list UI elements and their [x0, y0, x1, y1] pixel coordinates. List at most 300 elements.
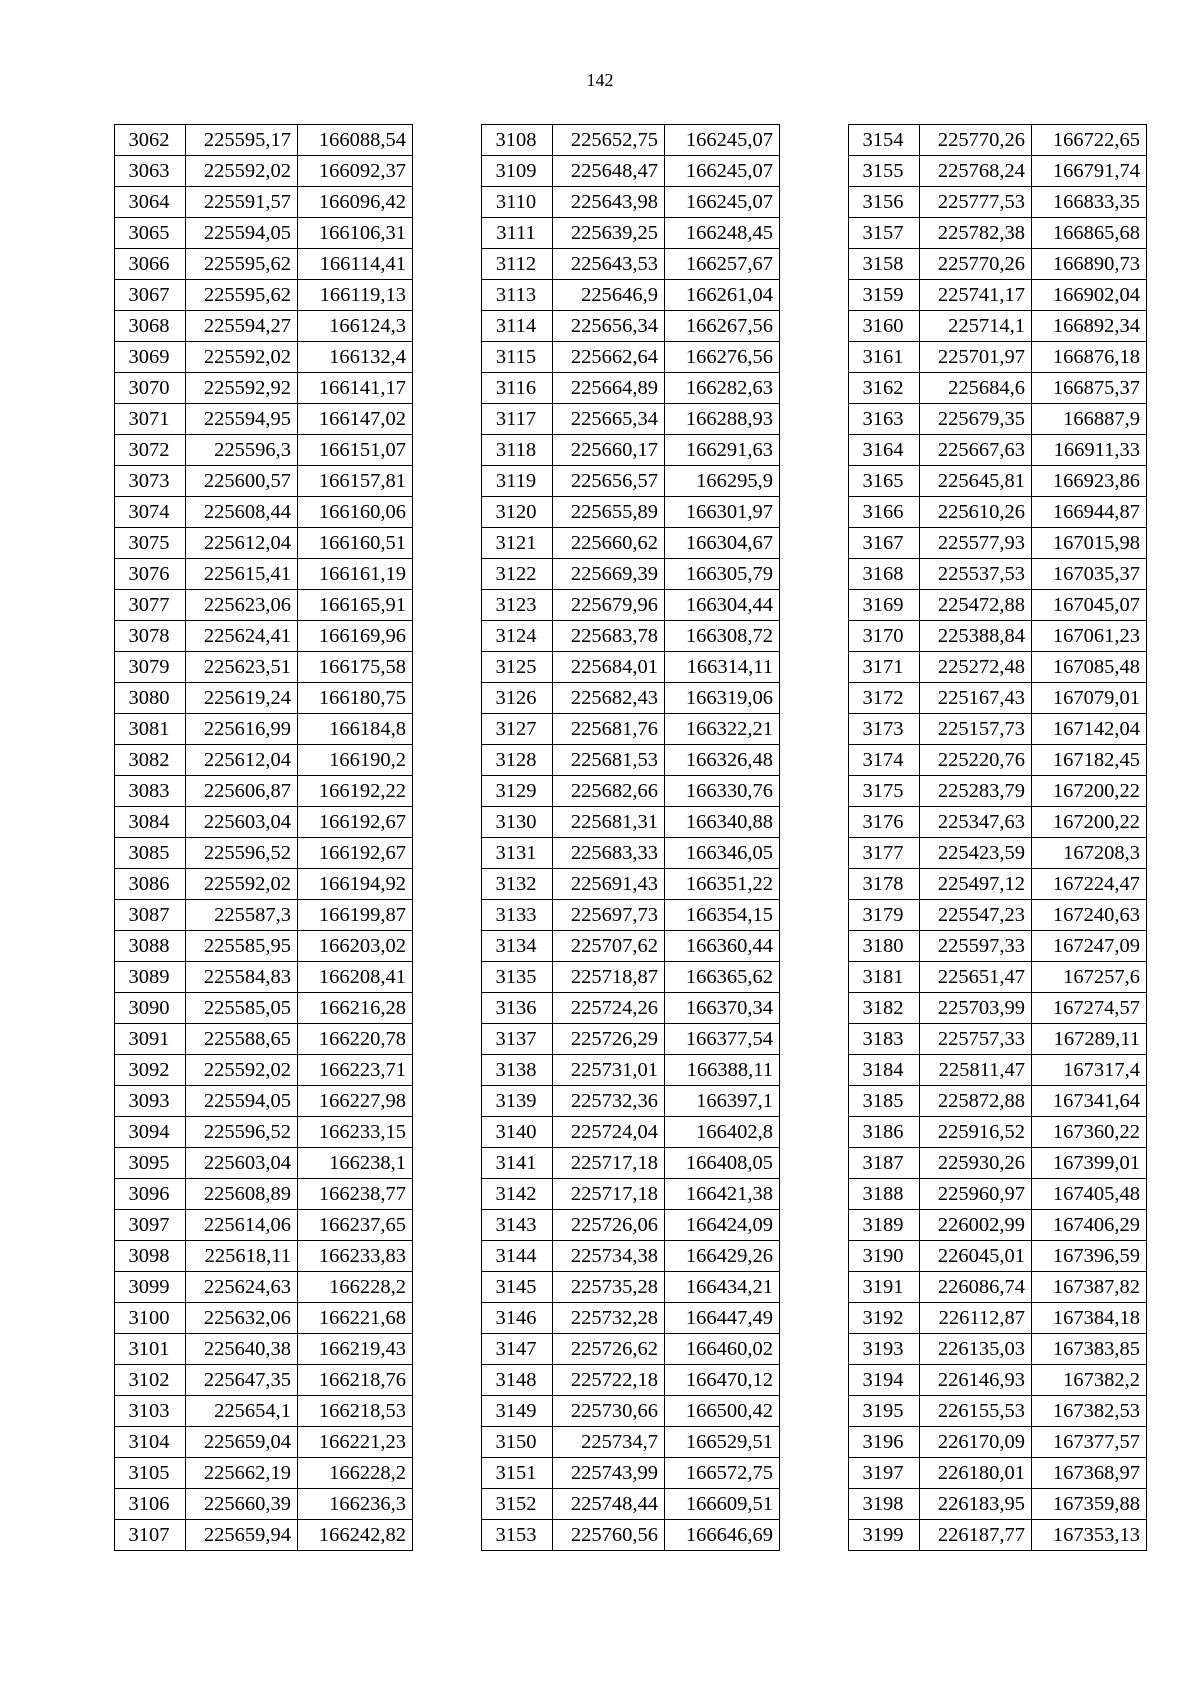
x-coordinate: 225916,52 — [920, 1117, 1032, 1148]
table-row — [849, 528, 1147, 559]
y-coordinate: 166890,73 — [1032, 249, 1147, 280]
y-coordinate: 166326,48 — [665, 745, 780, 776]
table-row — [482, 218, 780, 249]
y-coordinate: 166233,83 — [298, 1241, 413, 1272]
table-row — [482, 1210, 780, 1241]
table-row — [115, 125, 413, 156]
y-coordinate: 166199,87 — [298, 900, 413, 931]
table-row — [115, 218, 413, 249]
point-number: 3174 — [849, 745, 920, 776]
point-number: 3192 — [849, 1303, 920, 1334]
coordinate-table — [848, 124, 1147, 1551]
y-coordinate: 167142,04 — [1032, 714, 1147, 745]
y-coordinate: 166791,74 — [1032, 156, 1147, 187]
table-row — [849, 559, 1147, 590]
table-row — [115, 900, 413, 931]
point-number: 3140 — [482, 1117, 553, 1148]
table-row — [482, 714, 780, 745]
x-coordinate: 225595,17 — [186, 125, 298, 156]
table-row — [115, 1179, 413, 1210]
point-number: 3086 — [115, 869, 186, 900]
x-coordinate: 226170,09 — [920, 1427, 1032, 1458]
table-row — [849, 435, 1147, 466]
table-row — [482, 621, 780, 652]
table-row — [115, 1148, 413, 1179]
table-row — [115, 342, 413, 373]
point-number: 3131 — [482, 838, 553, 869]
table-row — [849, 497, 1147, 528]
y-coordinate: 167200,22 — [1032, 776, 1147, 807]
y-coordinate: 167035,37 — [1032, 559, 1147, 590]
y-coordinate: 167396,59 — [1032, 1241, 1147, 1272]
table-row — [115, 1520, 413, 1551]
y-coordinate: 166288,93 — [665, 404, 780, 435]
y-coordinate: 166180,75 — [298, 683, 413, 714]
point-number: 3149 — [482, 1396, 553, 1427]
point-number: 3193 — [849, 1334, 920, 1365]
y-coordinate: 166876,18 — [1032, 342, 1147, 373]
x-coordinate: 225585,95 — [186, 931, 298, 962]
table-row — [849, 1148, 1147, 1179]
table-row — [482, 900, 780, 931]
point-number: 3199 — [849, 1520, 920, 1551]
x-coordinate: 225714,1 — [920, 311, 1032, 342]
point-number: 3165 — [849, 466, 920, 497]
y-coordinate: 166397,1 — [665, 1086, 780, 1117]
x-coordinate: 225660,62 — [553, 528, 665, 559]
y-coordinate: 166245,07 — [665, 187, 780, 218]
point-number: 3180 — [849, 931, 920, 962]
x-coordinate: 225726,62 — [553, 1334, 665, 1365]
x-coordinate: 226183,95 — [920, 1489, 1032, 1520]
table-row — [115, 869, 413, 900]
point-number: 3132 — [482, 869, 553, 900]
y-coordinate: 167368,97 — [1032, 1458, 1147, 1489]
y-coordinate: 167406,29 — [1032, 1210, 1147, 1241]
x-coordinate: 225603,04 — [186, 807, 298, 838]
y-coordinate: 167061,23 — [1032, 621, 1147, 652]
x-coordinate: 225592,92 — [186, 373, 298, 404]
y-coordinate: 166572,75 — [665, 1458, 780, 1489]
table-row — [115, 590, 413, 621]
table-row — [115, 249, 413, 280]
point-number: 3074 — [115, 497, 186, 528]
y-coordinate: 166865,68 — [1032, 218, 1147, 249]
y-coordinate: 166237,65 — [298, 1210, 413, 1241]
x-coordinate: 225703,99 — [920, 993, 1032, 1024]
point-number: 3141 — [482, 1148, 553, 1179]
point-number: 3077 — [115, 590, 186, 621]
y-coordinate: 166238,1 — [298, 1148, 413, 1179]
x-coordinate: 225603,04 — [186, 1148, 298, 1179]
table-row — [482, 1055, 780, 1086]
table-row — [482, 1272, 780, 1303]
x-coordinate: 225388,84 — [920, 621, 1032, 652]
point-number: 3157 — [849, 218, 920, 249]
point-number: 3133 — [482, 900, 553, 931]
point-number: 3090 — [115, 993, 186, 1024]
table-row — [849, 404, 1147, 435]
y-coordinate: 166228,2 — [298, 1458, 413, 1489]
table-row — [115, 652, 413, 683]
x-coordinate: 225757,33 — [920, 1024, 1032, 1055]
table-row — [115, 621, 413, 652]
y-coordinate: 166319,06 — [665, 683, 780, 714]
x-coordinate: 225734,38 — [553, 1241, 665, 1272]
x-coordinate: 225681,31 — [553, 807, 665, 838]
y-coordinate: 167384,18 — [1032, 1303, 1147, 1334]
point-number: 3096 — [115, 1179, 186, 1210]
point-number: 3137 — [482, 1024, 553, 1055]
table-row — [482, 1086, 780, 1117]
x-coordinate: 225584,83 — [186, 962, 298, 993]
x-coordinate: 225606,87 — [186, 776, 298, 807]
table-row — [849, 249, 1147, 280]
point-number: 3182 — [849, 993, 920, 1024]
table-row — [115, 1117, 413, 1148]
y-coordinate: 166295,9 — [665, 466, 780, 497]
y-coordinate: 167257,6 — [1032, 962, 1147, 993]
point-number: 3079 — [115, 652, 186, 683]
table-row — [115, 1365, 413, 1396]
y-coordinate: 166267,56 — [665, 311, 780, 342]
table-row — [849, 900, 1147, 931]
y-coordinate: 166276,56 — [665, 342, 780, 373]
x-coordinate: 225616,99 — [186, 714, 298, 745]
x-coordinate: 225730,66 — [553, 1396, 665, 1427]
x-coordinate: 225777,53 — [920, 187, 1032, 218]
point-number: 3072 — [115, 435, 186, 466]
table-row — [115, 962, 413, 993]
x-coordinate: 225654,1 — [186, 1396, 298, 1427]
point-number: 3100 — [115, 1303, 186, 1334]
table-row — [482, 1458, 780, 1489]
point-number: 3166 — [849, 497, 920, 528]
point-number: 3181 — [849, 962, 920, 993]
table-row — [115, 1024, 413, 1055]
x-coordinate: 225782,38 — [920, 218, 1032, 249]
table-row — [482, 280, 780, 311]
y-coordinate: 166421,38 — [665, 1179, 780, 1210]
x-coordinate: 226146,93 — [920, 1365, 1032, 1396]
y-coordinate: 166314,11 — [665, 652, 780, 683]
y-coordinate: 167341,64 — [1032, 1086, 1147, 1117]
point-number: 3065 — [115, 218, 186, 249]
point-number: 3162 — [849, 373, 920, 404]
x-coordinate: 225592,02 — [186, 156, 298, 187]
x-coordinate: 225592,02 — [186, 1055, 298, 1086]
y-coordinate: 166402,8 — [665, 1117, 780, 1148]
x-coordinate: 225743,99 — [553, 1458, 665, 1489]
point-number: 3067 — [115, 280, 186, 311]
x-coordinate: 225645,81 — [920, 466, 1032, 497]
x-coordinate: 225594,05 — [186, 218, 298, 249]
table-row — [849, 652, 1147, 683]
x-coordinate: 225632,06 — [186, 1303, 298, 1334]
y-coordinate: 166282,63 — [665, 373, 780, 404]
y-coordinate: 166218,53 — [298, 1396, 413, 1427]
point-number: 3104 — [115, 1427, 186, 1458]
table-row — [115, 156, 413, 187]
point-number: 3167 — [849, 528, 920, 559]
table-row — [482, 652, 780, 683]
x-coordinate: 226086,74 — [920, 1272, 1032, 1303]
x-coordinate: 225665,34 — [553, 404, 665, 435]
point-number: 3151 — [482, 1458, 553, 1489]
y-coordinate: 167360,22 — [1032, 1117, 1147, 1148]
table-row — [482, 993, 780, 1024]
point-number: 3159 — [849, 280, 920, 311]
y-coordinate: 166236,3 — [298, 1489, 413, 1520]
point-number: 3108 — [482, 125, 553, 156]
point-number: 3148 — [482, 1365, 553, 1396]
x-coordinate: 225656,34 — [553, 311, 665, 342]
x-coordinate: 225770,26 — [920, 125, 1032, 156]
point-number: 3170 — [849, 621, 920, 652]
point-number: 3171 — [849, 652, 920, 683]
y-coordinate: 166304,67 — [665, 528, 780, 559]
x-coordinate: 225592,02 — [186, 869, 298, 900]
y-coordinate: 167405,48 — [1032, 1179, 1147, 1210]
point-number: 3178 — [849, 869, 920, 900]
x-coordinate: 225718,87 — [553, 962, 665, 993]
table-row — [849, 1086, 1147, 1117]
table-row — [482, 590, 780, 621]
y-coordinate: 166151,07 — [298, 435, 413, 466]
table-row — [482, 373, 780, 404]
point-number: 3152 — [482, 1489, 553, 1520]
y-coordinate: 166609,51 — [665, 1489, 780, 1520]
y-coordinate: 167224,47 — [1032, 869, 1147, 900]
table-row — [849, 1489, 1147, 1520]
point-number: 3156 — [849, 187, 920, 218]
table-row — [482, 1489, 780, 1520]
table-row — [482, 1396, 780, 1427]
x-coordinate: 226180,01 — [920, 1458, 1032, 1489]
point-number: 3103 — [115, 1396, 186, 1427]
y-coordinate: 166722,65 — [1032, 125, 1147, 156]
x-coordinate: 225623,06 — [186, 590, 298, 621]
x-coordinate: 225659,04 — [186, 1427, 298, 1458]
x-coordinate: 225547,23 — [920, 900, 1032, 931]
y-coordinate: 166875,37 — [1032, 373, 1147, 404]
y-coordinate: 166219,43 — [298, 1334, 413, 1365]
x-coordinate: 225220,76 — [920, 745, 1032, 776]
y-coordinate: 166911,33 — [1032, 435, 1147, 466]
y-coordinate: 166322,21 — [665, 714, 780, 745]
table-row — [115, 280, 413, 311]
x-coordinate: 225726,29 — [553, 1024, 665, 1055]
table-row — [115, 1086, 413, 1117]
table-row — [849, 1458, 1147, 1489]
point-number: 3179 — [849, 900, 920, 931]
point-number: 3099 — [115, 1272, 186, 1303]
point-number: 3102 — [115, 1365, 186, 1396]
x-coordinate: 225872,88 — [920, 1086, 1032, 1117]
x-coordinate: 225732,28 — [553, 1303, 665, 1334]
table-row — [115, 528, 413, 559]
point-number: 3187 — [849, 1148, 920, 1179]
point-number: 3112 — [482, 249, 553, 280]
table-row — [115, 497, 413, 528]
point-number: 3118 — [482, 435, 553, 466]
point-number: 3078 — [115, 621, 186, 652]
table-row — [482, 249, 780, 280]
x-coordinate: 225157,73 — [920, 714, 1032, 745]
y-coordinate: 166360,44 — [665, 931, 780, 962]
x-coordinate: 225660,39 — [186, 1489, 298, 1520]
y-coordinate: 166220,78 — [298, 1024, 413, 1055]
table-row — [849, 1117, 1147, 1148]
point-number: 3185 — [849, 1086, 920, 1117]
y-coordinate: 166227,98 — [298, 1086, 413, 1117]
table-row — [849, 187, 1147, 218]
table-row — [849, 1210, 1147, 1241]
y-coordinate: 166354,15 — [665, 900, 780, 931]
point-number: 3075 — [115, 528, 186, 559]
x-coordinate: 225731,01 — [553, 1055, 665, 1086]
x-coordinate: 225735,28 — [553, 1272, 665, 1303]
x-coordinate: 225608,89 — [186, 1179, 298, 1210]
point-number: 3186 — [849, 1117, 920, 1148]
y-coordinate: 166261,04 — [665, 280, 780, 311]
table-row — [115, 1396, 413, 1427]
x-coordinate: 225610,26 — [920, 497, 1032, 528]
table-row — [115, 1427, 413, 1458]
x-coordinate: 226112,87 — [920, 1303, 1032, 1334]
x-coordinate: 225648,47 — [553, 156, 665, 187]
x-coordinate: 225643,53 — [553, 249, 665, 280]
y-coordinate: 167353,13 — [1032, 1520, 1147, 1551]
x-coordinate: 225588,65 — [186, 1024, 298, 1055]
table-row — [849, 311, 1147, 342]
point-number: 3163 — [849, 404, 920, 435]
table-row — [115, 311, 413, 342]
y-coordinate: 166291,63 — [665, 435, 780, 466]
point-number: 3076 — [115, 559, 186, 590]
y-coordinate: 166424,09 — [665, 1210, 780, 1241]
y-coordinate: 167274,57 — [1032, 993, 1147, 1024]
point-number: 3063 — [115, 156, 186, 187]
x-coordinate: 225612,04 — [186, 745, 298, 776]
y-coordinate: 166257,67 — [665, 249, 780, 280]
y-coordinate: 166305,79 — [665, 559, 780, 590]
x-coordinate: 225594,95 — [186, 404, 298, 435]
x-coordinate: 225682,66 — [553, 776, 665, 807]
x-coordinate: 225272,48 — [920, 652, 1032, 683]
point-number: 3091 — [115, 1024, 186, 1055]
y-coordinate: 167045,07 — [1032, 590, 1147, 621]
point-number: 3158 — [849, 249, 920, 280]
y-coordinate: 166238,77 — [298, 1179, 413, 1210]
y-coordinate: 166114,41 — [298, 249, 413, 280]
point-number: 3177 — [849, 838, 920, 869]
x-coordinate: 225734,7 — [553, 1427, 665, 1458]
point-number: 3068 — [115, 311, 186, 342]
point-number: 3138 — [482, 1055, 553, 1086]
x-coordinate: 225722,18 — [553, 1365, 665, 1396]
point-number: 3124 — [482, 621, 553, 652]
table-row — [115, 838, 413, 869]
point-number: 3105 — [115, 1458, 186, 1489]
point-number: 3092 — [115, 1055, 186, 1086]
point-number: 3115 — [482, 342, 553, 373]
point-number: 3082 — [115, 745, 186, 776]
table-row — [849, 807, 1147, 838]
table-row — [482, 869, 780, 900]
point-number: 3139 — [482, 1086, 553, 1117]
x-coordinate: 225662,19 — [186, 1458, 298, 1489]
y-coordinate: 166157,81 — [298, 466, 413, 497]
point-number: 3169 — [849, 590, 920, 621]
table-row — [849, 931, 1147, 962]
point-number: 3198 — [849, 1489, 920, 1520]
table-row — [115, 931, 413, 962]
x-coordinate: 225646,9 — [553, 280, 665, 311]
y-coordinate: 166301,97 — [665, 497, 780, 528]
x-coordinate: 225624,63 — [186, 1272, 298, 1303]
table-row — [482, 187, 780, 218]
y-coordinate: 166192,67 — [298, 807, 413, 838]
table-row — [849, 621, 1147, 652]
x-coordinate: 225615,41 — [186, 559, 298, 590]
point-number: 3168 — [849, 559, 920, 590]
y-coordinate: 166304,44 — [665, 590, 780, 621]
table-row — [115, 1334, 413, 1365]
point-number: 3123 — [482, 590, 553, 621]
table-row — [482, 156, 780, 187]
table-row — [482, 125, 780, 156]
point-number: 3122 — [482, 559, 553, 590]
y-coordinate: 166124,3 — [298, 311, 413, 342]
x-coordinate: 225423,59 — [920, 838, 1032, 869]
x-coordinate: 225664,89 — [553, 373, 665, 404]
y-coordinate: 166147,02 — [298, 404, 413, 435]
y-coordinate: 166088,54 — [298, 125, 413, 156]
point-number: 3188 — [849, 1179, 920, 1210]
x-coordinate: 225701,97 — [920, 342, 1032, 373]
y-coordinate: 166944,87 — [1032, 497, 1147, 528]
page-number: 142 — [586, 70, 614, 90]
x-coordinate: 225597,33 — [920, 931, 1032, 962]
x-coordinate: 225595,62 — [186, 280, 298, 311]
table-row — [482, 528, 780, 559]
point-number: 3094 — [115, 1117, 186, 1148]
y-coordinate: 166887,9 — [1032, 404, 1147, 435]
y-coordinate: 166388,11 — [665, 1055, 780, 1086]
x-coordinate: 225591,57 — [186, 187, 298, 218]
x-coordinate: 225691,43 — [553, 869, 665, 900]
point-number: 3062 — [115, 125, 186, 156]
x-coordinate: 226045,01 — [920, 1241, 1032, 1272]
y-coordinate: 167359,88 — [1032, 1489, 1147, 1520]
x-coordinate: 225587,3 — [186, 900, 298, 931]
x-coordinate: 225594,27 — [186, 311, 298, 342]
x-coordinate: 225655,89 — [553, 497, 665, 528]
point-number: 3113 — [482, 280, 553, 311]
y-coordinate: 166646,69 — [665, 1520, 780, 1551]
table-row — [115, 745, 413, 776]
point-number: 3175 — [849, 776, 920, 807]
table-row — [482, 1148, 780, 1179]
table-row — [482, 311, 780, 342]
point-number: 3142 — [482, 1179, 553, 1210]
table-row — [849, 1427, 1147, 1458]
table-row — [482, 745, 780, 776]
x-coordinate: 225768,24 — [920, 156, 1032, 187]
table-row — [115, 1210, 413, 1241]
point-number: 3164 — [849, 435, 920, 466]
